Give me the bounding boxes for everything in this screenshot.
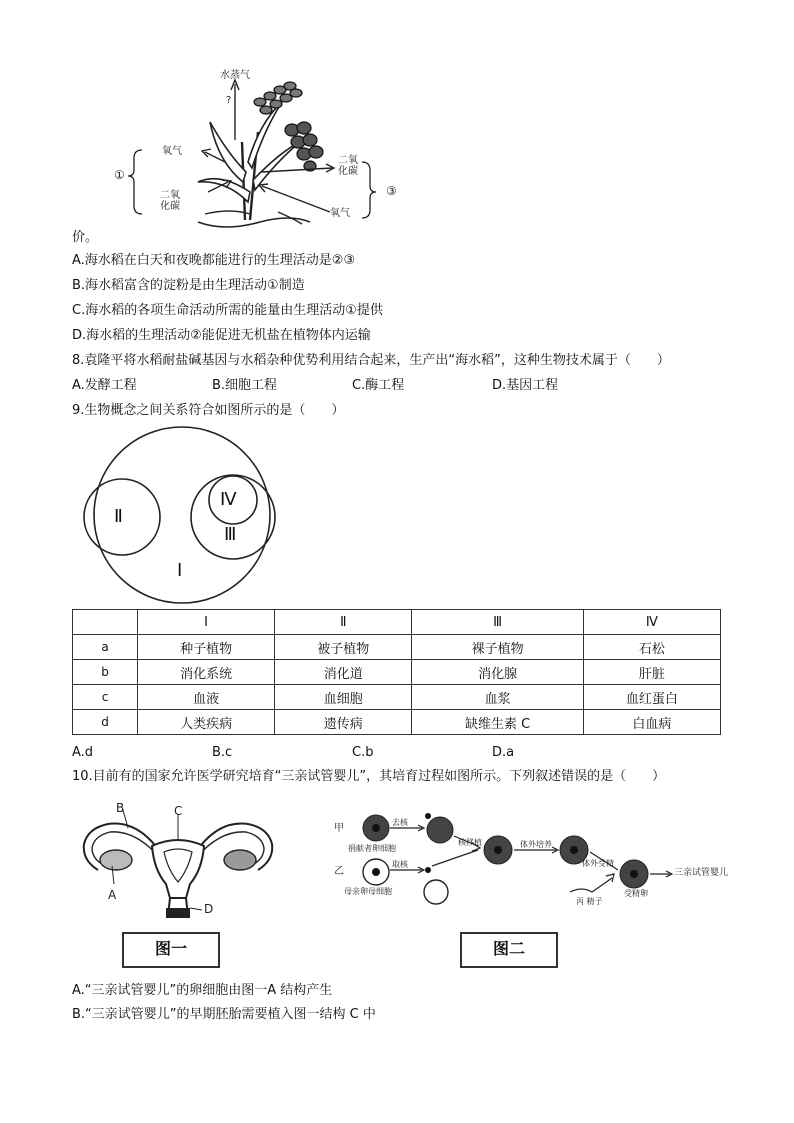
table-header-cell [73,610,138,635]
fig2-label-nuclear-transfer: 核移植 [458,838,482,847]
q8-option-d: D.基因工程 [492,378,559,393]
leaf [210,122,246,182]
table-row [73,660,721,685]
venn-label-1: Ⅰ [177,560,183,581]
q8-stem: 8.袁隆平将水稻耐盐碱基因与水稻杂种优势利用结合起来，生产出“海水稻”，这种生物技术属于（ ） [72,353,670,368]
venn-label-2: Ⅱ [114,506,123,527]
q9-option-b: B.c [212,745,233,760]
q8-option-c: C.酶工程 [352,378,405,393]
venn-label-4: Ⅳ [220,489,237,510]
q9-option-a: A.d [72,745,94,760]
fig2-label-remove-nucleus: 去核 [392,818,408,827]
fig1-label-c: C [174,804,183,818]
label-marker-2: ? [226,95,232,106]
q9-table [72,609,721,735]
label-marker-3: ③ [386,184,397,198]
fig1-caption: 图一 [122,932,220,968]
table-cell: 白血病 [583,710,720,735]
fig1-label-a: A [108,888,117,902]
q10-option-a: A.“三亲试管婴儿”的卵细胞由图一A 结构产生 [72,983,333,998]
table-row [73,710,721,735]
q7-option-a: A.海水稻在白天和夜晚都能进行的生理活动是②③ [72,253,356,268]
fig2-caption: 图二 [460,932,558,968]
table-cell: 裸子植物 [412,635,583,660]
enucleated-egg [427,817,453,843]
q7-tail: 价。 [72,230,99,245]
q7-option-b: B.海水稻富含的淀粉是由生理活动①制造 [72,278,305,293]
fig2-label-donor-cell: 捐献者卵细胞 [348,844,396,853]
table-cell: 血浆 [412,685,583,710]
table-cell: 消化腺 [412,660,583,685]
fig1-label-b: B [116,801,125,815]
fig2-label-in-vitro-fertilization: 体外受精 [582,859,614,868]
q8-option-b: B.细胞工程 [212,378,278,393]
table-cell: 遗传病 [275,710,412,735]
venn-diagram [78,425,298,605]
fig2-label-sperm: 丙 精子 [576,897,603,906]
q9-stem: 9.生物概念之间关系符合如图所示的是（ ） [72,403,345,418]
venn-label-3: Ⅲ [224,524,237,545]
table-cell: 种子植物 [138,635,275,660]
fig2-label-in-vitro-culture: 体外培养 [520,840,552,849]
rice-plant-figure [110,62,410,234]
fig2-label-take-nucleus: 取核 [392,860,408,869]
table-cell: 肝脏 [583,660,720,685]
q8-option-a: A.发酵工程 [72,378,137,393]
table-cell: 血红蛋白 [583,685,720,710]
venn-circle-3 [191,475,275,559]
fig1-label-d: D [204,902,214,916]
table-cell: 消化系统 [138,660,275,685]
fig2-label-mother-cell: 母亲卵母细胞 [344,887,392,896]
leaf [253,142,300,190]
fig1-reproductive-system [78,800,278,922]
table-header-cell: Ⅱ [275,610,412,635]
label-marker-1: ① [114,168,125,182]
table-cell: 血细胞 [275,685,412,710]
table-header-cell: Ⅲ [412,610,583,635]
fig2-label-zygote: 受精卵 [624,889,648,898]
fig2-label-result: 三亲试管婴儿 [674,868,729,878]
label-oxygen-left: 氧气 [162,146,182,157]
table-row [73,635,721,660]
ovary-left [100,850,132,870]
table-cell: 缺维生素 C [412,710,583,735]
q10-stem: 10.目前有的国家允许医学研究培育“三亲试管婴儿”，其培育过程如图所示。下列叙述错误的是（ ） [72,769,666,784]
table-header-cell: Ⅰ [138,610,275,635]
brace-left [128,150,142,214]
table-cell: 石松 [583,635,720,660]
label-co2-right: 二氧 化碳 [338,155,358,177]
brace-right [362,162,376,218]
label-water-vapor: 水蒸气 [220,70,250,81]
q7-option-c: C.海水稻的各项生命活动所需的能量由生理活动①提供 [72,303,383,318]
arrow-oxygen-right [262,186,330,212]
table-header-cell: Ⅳ [583,610,720,635]
table-cell: d [73,710,138,735]
label-oxygen-right: 氧气 [330,208,350,219]
table-cell: a [73,635,138,660]
table-cell: b [73,660,138,685]
water-ripple [205,211,250,214]
q9-option-d: D.a [492,745,515,760]
ovary-right [224,850,256,870]
table-cell: 消化道 [275,660,412,685]
q7-option-d: D.海水稻的生理活动②能促进无机盐在植物体内运输 [72,328,371,343]
q9-option-c: C.b [352,745,374,760]
table-cell: 人类疾病 [138,710,275,735]
table-cell: c [73,685,138,710]
table-row [73,685,721,710]
q10-option-b: B.“三亲试管婴儿”的早期胚胎需要植入图一结构 C 中 [72,1007,376,1022]
table-cell: 被子植物 [275,635,412,660]
fig2-label-jia: 甲 [334,823,344,834]
fig2-label-yi: 乙 [334,866,344,877]
table-cell: 血液 [138,685,275,710]
label-co2-left: 二氧 化碳 [160,190,180,212]
empty-mother-egg [424,880,448,904]
table-header-row [73,610,721,635]
